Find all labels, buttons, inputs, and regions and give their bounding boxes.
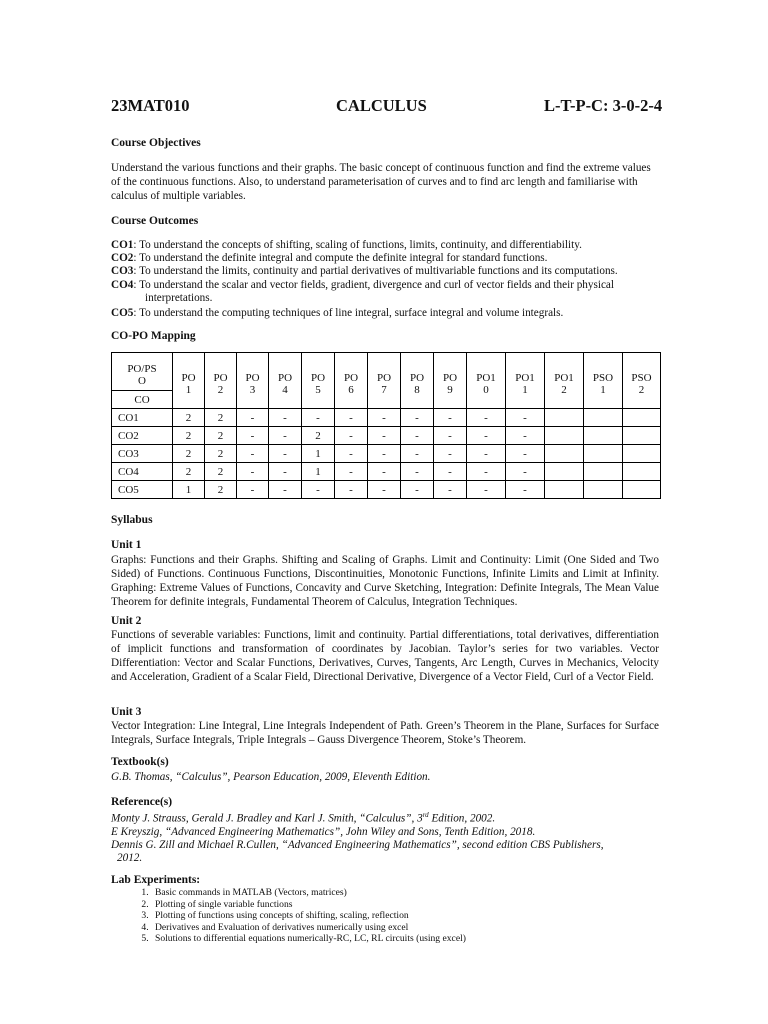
column-header: PO1 2 <box>545 353 584 409</box>
table-row <box>112 427 661 445</box>
unit-1-title: Unit 1 <box>111 539 142 551</box>
table-row <box>112 445 661 463</box>
table-cell: - <box>302 481 335 499</box>
table-cell: - <box>335 481 368 499</box>
objectives-heading: Course Objectives <box>111 137 201 149</box>
course-title: CALCULUS <box>336 96 427 115</box>
course-code: 23MAT010 <box>111 96 190 115</box>
table-cell: 2 <box>302 427 335 445</box>
column-header: PO 8 <box>401 353 434 409</box>
table-cell: - <box>401 427 434 445</box>
textbooks-heading: Textbook(s) <box>111 756 169 768</box>
table-cell: 2 <box>173 409 205 427</box>
column-header: PO1 1 <box>506 353 545 409</box>
table-cell: - <box>467 463 506 481</box>
outcome-item: CO1: To understand the concepts of shifting, scaling of functions, limits, continuity, and differentiability. <box>111 239 582 251</box>
table-cell: - <box>335 463 368 481</box>
outcome-item: CO2: To understand the definite integral and compute the definite integral for standard functions. <box>111 252 548 265</box>
table-cell <box>623 427 661 445</box>
table-cell: - <box>434 427 467 445</box>
co-po-mapping-table <box>111 352 661 499</box>
table-cell: - <box>401 463 434 481</box>
table-cell: - <box>506 481 545 499</box>
table-cell: - <box>302 409 335 427</box>
table-cell: 2 <box>205 409 237 427</box>
table-cell <box>584 481 623 499</box>
unit-2-text: Functions of severable variables: Functions, limit and continuity. Partial differentiations, total derivatives, differentiation of implicit functions and transformation of coordinates by Jacobian. Taylor’s series for two variables. Vector Differentiation: Vector and Scalar Functions, Derivatives, Curves, Tangents, Arc Length, Curves in Mechanics, Velocity and Acceleration, Gradient of a Scalar Field, Directional Derivative, Divergence of a Vector Field, Curl of a Vector Field. <box>111 629 659 683</box>
row-label: CO1 <box>112 409 173 427</box>
table-cell: - <box>467 481 506 499</box>
objectives-text: Understand the various functions and their graphs. The basic concept of continuous function and find the extreme values of the continuous functions. Also, to understand parameterisation of curves and to find arc length and familiarise with calculus of multiple variables. <box>111 162 651 202</box>
table-cell: - <box>467 427 506 445</box>
corner-header-co: CO <box>112 391 173 409</box>
table-cell: 2 <box>173 427 205 445</box>
table-cell: - <box>434 463 467 481</box>
table-cell: - <box>434 481 467 499</box>
table-cell: - <box>467 409 506 427</box>
table-cell: - <box>368 409 401 427</box>
table-cell: - <box>269 427 302 445</box>
table-cell <box>545 409 584 427</box>
table-cell <box>584 463 623 481</box>
table-cell: - <box>368 445 401 463</box>
table-cell <box>545 481 584 499</box>
table-cell: 1 <box>302 463 335 481</box>
table-cell: - <box>467 445 506 463</box>
references-heading: Reference(s) <box>111 796 173 808</box>
column-header: PO 5 <box>302 353 335 409</box>
table-cell: - <box>434 409 467 427</box>
course-ltpc: L-T-P-C: 3-0-2-4 <box>544 96 663 115</box>
table-cell: - <box>434 445 467 463</box>
column-header: PSO 1 <box>584 353 623 409</box>
table-cell: - <box>368 463 401 481</box>
unit-1-text: Graphs: Functions and their Graphs. Shifting and Scaling of Graphs. Limit and Continuity: Limit (One Sided and Two Sided) of Functions. Continuous Functions, Discontinuities, Monotonic Functions, Infinite Limits and Limit at Infinity. Graphing: Extreme Values of Functions, Concavity and Curve Sketching, Integration: Definite Integrals, The Mean Value Theorem for definite integrals, Fundamental Theorem of Calculus, Integration Techniques. <box>111 554 659 608</box>
table-cell: 1 <box>302 445 335 463</box>
table-cell: - <box>335 427 368 445</box>
table-cell: - <box>237 427 269 445</box>
list-item: 4. Derivatives and Evaluation of derivatives numerically using excel <box>151 922 466 934</box>
syllabus-heading: Syllabus <box>111 514 153 526</box>
table-cell <box>545 463 584 481</box>
table-cell <box>623 481 661 499</box>
table-cell: 2 <box>173 445 205 463</box>
table-cell: - <box>401 481 434 499</box>
table-cell: - <box>335 445 368 463</box>
table-cell <box>545 427 584 445</box>
table-header-row <box>112 353 661 391</box>
row-label: CO3 <box>112 445 173 463</box>
table-cell: - <box>269 445 302 463</box>
table-cell: 2 <box>205 427 237 445</box>
table-cell: - <box>401 409 434 427</box>
reference-item: Monty J. Strauss, Gerald J. Bradley and Karl J. Smith, “Calculus”, 3rd Edition, 2002. <box>111 811 496 825</box>
table-cell: - <box>506 445 545 463</box>
table-row <box>112 481 661 499</box>
table-cell <box>623 409 661 427</box>
unit-3-text: Vector Integration: Line Integral, Line Integrals Independent of Path. Green’s Theorem in the Plane, Surfaces for Surface Integrals, Surface Integrals, Triple Integrals – Gauss Divergence Theorem, Stoke’s Theorem. <box>111 720 659 746</box>
table-cell: - <box>237 445 269 463</box>
table-row <box>112 409 661 427</box>
outcomes-list <box>111 239 659 320</box>
corner-header: PO/PS O <box>112 353 173 391</box>
table-cell: - <box>368 481 401 499</box>
table-cell <box>584 409 623 427</box>
list-item: 2. Plotting of single variable functions <box>151 899 466 911</box>
outcome-item: CO4: To understand the scalar and vector fields, gradient, divergence and curl of vector fields and their physical <box>111 278 614 291</box>
column-header: PSO 2 <box>623 353 661 409</box>
list-item: 1. Basic commands in MATLAB (Vectors, matrices) <box>151 887 466 899</box>
column-header: PO 6 <box>335 353 368 409</box>
table-cell <box>584 445 623 463</box>
column-header: PO 1 <box>173 353 205 409</box>
reference-item-continuation: 2012. <box>117 852 143 865</box>
column-header: PO 4 <box>269 353 302 409</box>
table-cell: 1 <box>173 481 205 499</box>
column-header: PO 7 <box>368 353 401 409</box>
table-cell: - <box>269 409 302 427</box>
outcomes-heading: Course Outcomes <box>111 215 199 227</box>
lab-experiments-list <box>111 887 466 945</box>
table-cell: - <box>506 427 545 445</box>
table-cell: - <box>269 481 302 499</box>
list-item: 3. Plotting of functions using concepts of shifting, scaling, reflection <box>151 910 466 922</box>
row-label: CO2 <box>112 427 173 445</box>
outcome-item-continuation: interpretations. <box>145 291 213 304</box>
unit-2-title: Unit 2 <box>111 615 142 627</box>
column-header: PO 3 <box>237 353 269 409</box>
table-cell: - <box>237 463 269 481</box>
row-label: CO4 <box>112 463 173 481</box>
table-cell: 2 <box>205 463 237 481</box>
table-cell: - <box>269 463 302 481</box>
table-cell <box>623 445 661 463</box>
list-item: 5. Solutions to differential equations numerically-RC, LC, RL circuits (using excel) <box>151 933 466 945</box>
table-cell: - <box>237 481 269 499</box>
references-list <box>111 809 659 866</box>
lab-heading: Lab Experiments: <box>111 874 201 886</box>
reference-item: Dennis G. Zill and Michael R.Cullen, “Advanced Engineering Mathematics”, second edition CBS Publishers, <box>111 839 604 852</box>
table-cell: 2 <box>205 481 237 499</box>
textbook-item: G.B. Thomas, “Calculus”, Pearson Education, 2009, Eleventh Edition. <box>111 771 431 783</box>
table-cell <box>545 445 584 463</box>
table-cell: - <box>368 427 401 445</box>
table-cell: - <box>237 409 269 427</box>
row-label: CO5 <box>112 481 173 499</box>
outcome-item: CO3: To understand the limits, continuity and partial derivatives of multivariable functions and its computations. <box>111 265 618 278</box>
table-cell <box>584 427 623 445</box>
table-row <box>112 463 661 481</box>
mapping-heading: CO-PO Mapping <box>111 330 196 342</box>
table-cell: 2 <box>205 445 237 463</box>
column-header: PO 2 <box>205 353 237 409</box>
table-cell: - <box>401 445 434 463</box>
column-header: PO 9 <box>434 353 467 409</box>
unit-3-title: Unit 3 <box>111 706 142 718</box>
table-cell: - <box>335 409 368 427</box>
table-cell: 2 <box>173 463 205 481</box>
table-cell: - <box>506 409 545 427</box>
reference-item: E Kreyszig, “Advanced Engineering Mathematics”, John Wiley and Sons, Tenth Edition, 2018. <box>111 825 536 838</box>
column-header: PO1 0 <box>467 353 506 409</box>
table-cell: - <box>506 463 545 481</box>
outcome-item: CO5: To understand the computing techniques of line integral, surface integral and volume integrals. <box>111 307 564 320</box>
table-cell <box>623 463 661 481</box>
